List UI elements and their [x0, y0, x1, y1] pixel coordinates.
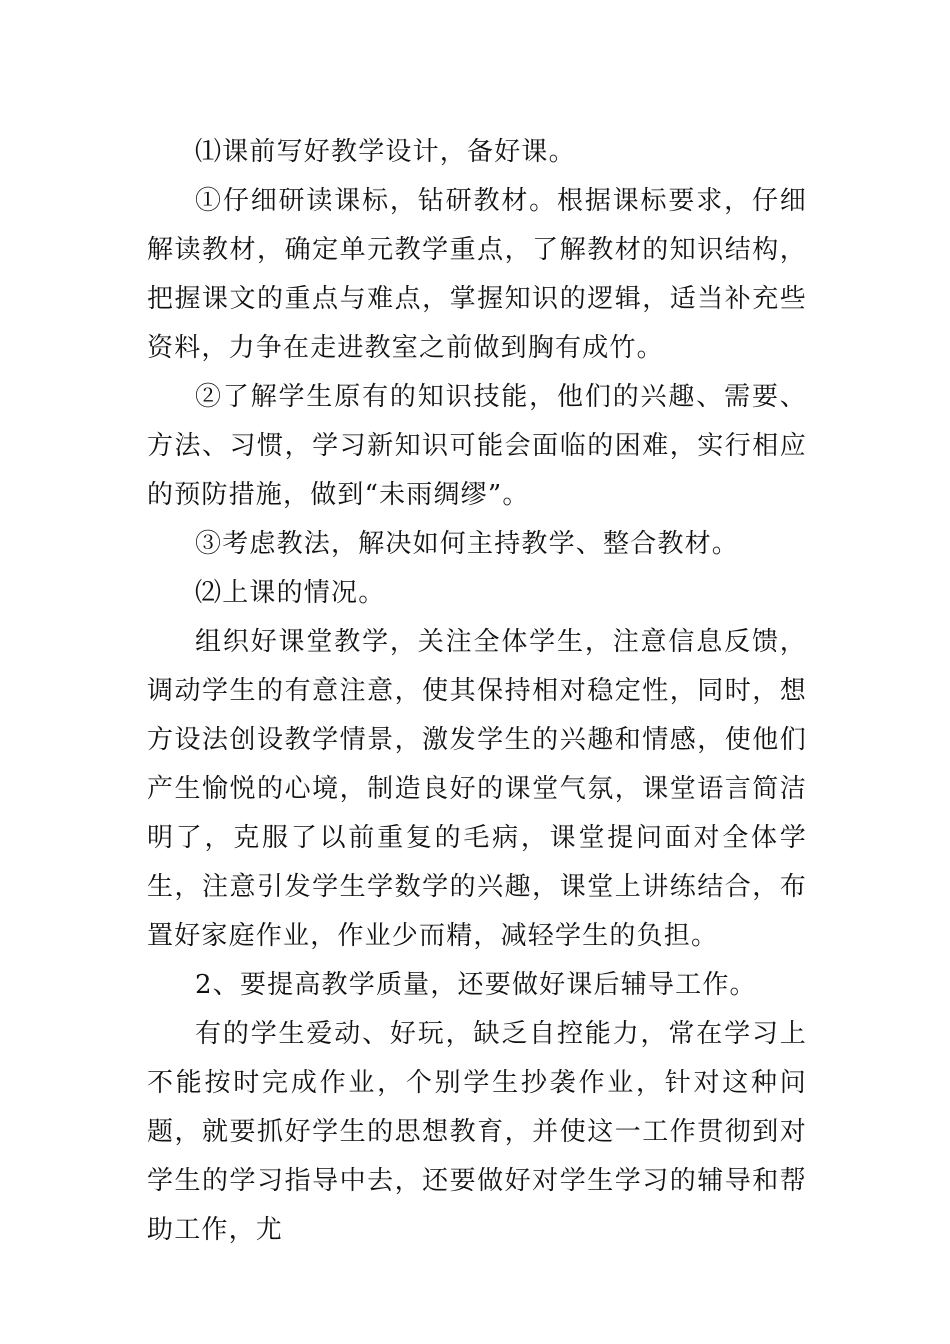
paragraph-lesson-preparation-heading: ⑴课前写好教学设计，备好课。 [195, 137, 576, 167]
paragraph-study-curriculum: ①仔细研读课标，钻研教材。根据课标要求，仔细解读教材，确定单元教学重点，了解教材的知识结构，把握课文的重点与难点，掌握知识的逻辑，适当补充些资料，力争在走进教室之前做到胸有成竹。 [147, 186, 807, 363]
paragraph-after-class-tutoring-heading: 2、要提高教学质量，还要做好课后辅导工作。 [195, 970, 757, 1000]
paragraph-teaching-methods: ③考虑教法，解决如何主持教学、整合教材。 [195, 529, 740, 559]
document-body [147, 128, 807, 1255]
paragraph-student-guidance: 有的学生爱动、好玩，缺乏自控能力，常在学习上不能按时完成作业，个别学生抄袭作业，针对这种问题，就要抓好学生的思想教育，并使这一工作贯彻到对学生的学习指导中去，还要做好对学生学习的辅导和帮助工作，尤 [147, 1019, 807, 1245]
paragraph-understand-students: ②了解学生原有的知识技能，他们的兴趣、需要、方法、习惯，学习新知识可能会面临的困难，实行相应的预防措施，做到“未雨绸缪”。 [147, 382, 807, 510]
paragraph-class-situation-heading: ⑵上课的情况。 [195, 578, 386, 608]
paragraph-classroom-organization: 组织好课堂教学，关注全体学生，注意信息反馈，调动学生的有意注意，使其保持相对稳定性，同时，想方设法创设教学情景，激发学生的兴趣和情感，使他们产生愉悦的心境，制造良好的课堂气氛，课堂语言简洁明了，克服了以前重复的毛病，课堂提问面对全体学生，注意引发学生学数学的兴趣，课堂上讲练结合，布置好家庭作业，作业少而精，减轻学生的负担。 [147, 627, 807, 951]
